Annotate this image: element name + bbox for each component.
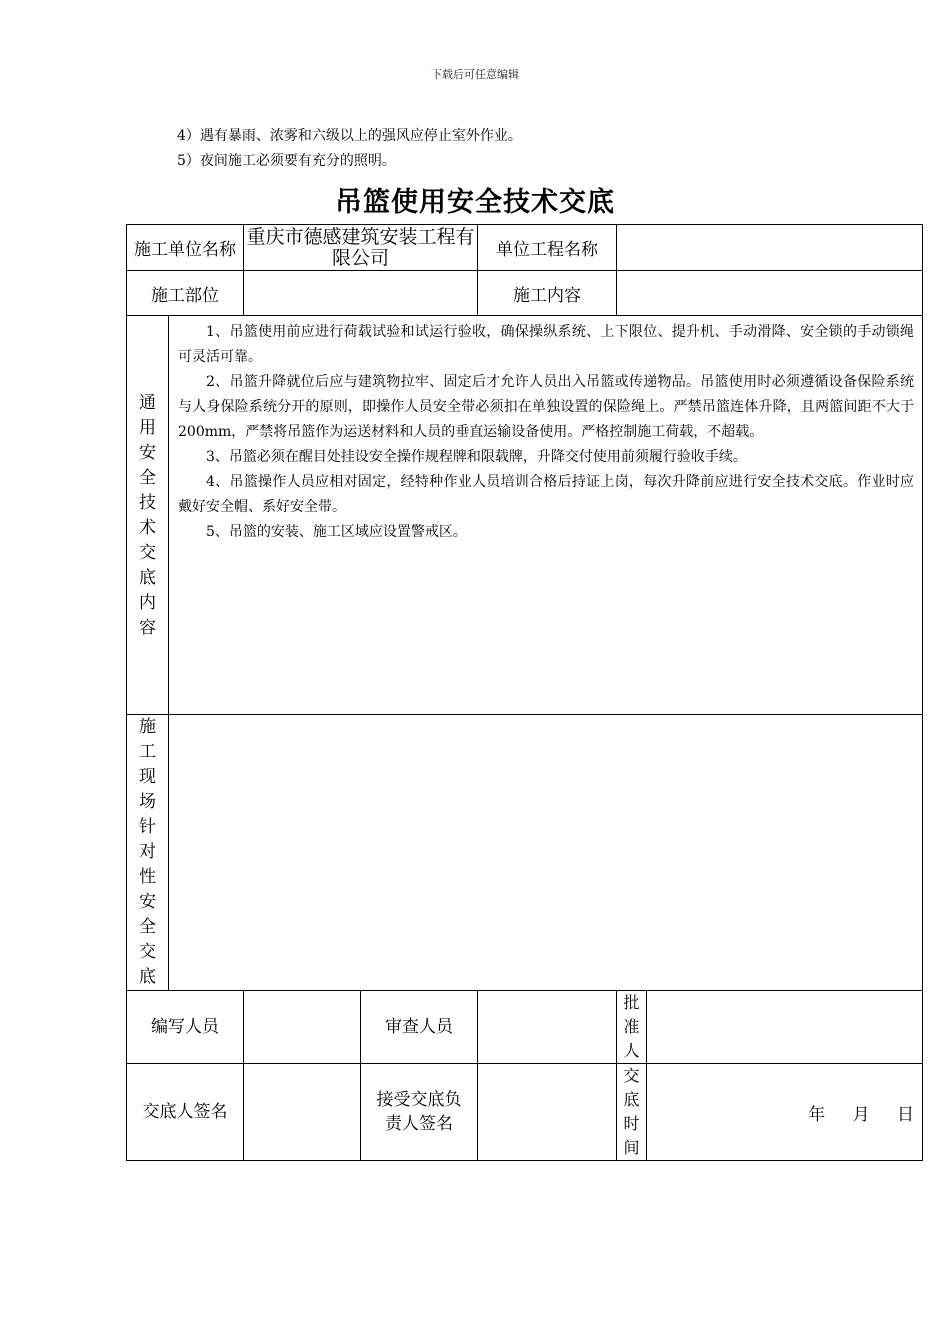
- label-approver: 批准人: [617, 991, 647, 1064]
- pre-line-5: 5）夜间施工必须要有充分的照明。: [177, 153, 396, 169]
- label-construction-unit: 施工单位名称: [127, 225, 244, 271]
- label-construction-content: 施工内容: [478, 271, 617, 316]
- page-title: 吊篮使用安全技术交底: [335, 187, 615, 218]
- date-day: 日: [897, 1104, 915, 1125]
- receiver-signature-value[interactable]: [478, 1064, 617, 1161]
- disclosure-date[interactable]: [647, 1064, 923, 1161]
- project-name-value[interactable]: [617, 225, 923, 271]
- construction-unit-value[interactable]: 重庆市德感建筑安装工程有限公司: [244, 225, 478, 271]
- date-year: 年: [808, 1104, 826, 1125]
- general-disclosure-side-label: 通 用 安 全 技 术 交 底 内 容: [127, 316, 169, 715]
- writer-value[interactable]: [244, 991, 361, 1064]
- header-note: 下载后可任意编辑: [431, 68, 519, 81]
- row-signatures-1: [127, 991, 923, 1064]
- disclosure-item-5: 5、吊篮的安装、施工区域应设置警戒区。: [206, 524, 467, 540]
- approver-value[interactable]: [647, 991, 923, 1064]
- general-disclosure-content: [169, 316, 923, 715]
- label-construction-part: 施工部位: [127, 271, 244, 316]
- disclosure-item-2: 2、吊篮升降就位后应与建筑物拉牢、固定后才允许人员出入吊篮或传递物品。吊篮使用时必须遵循设备保险系统与人身保险系统分开的原则，即操作人员安全带必须扣在单独设置的保险绳上。严禁吊篮连体升降，且两篮间距不大于200mm，严禁将吊篮作为运送材料和人员的垂直运输设备使用。严格控制施工荷载，不超载。: [178, 374, 915, 440]
- site-disclosure-side-label: 施 工 现 场 针 对 性 安 全 交 底: [127, 715, 169, 991]
- label-disclosure-time: 交底 时间: [617, 1064, 647, 1161]
- row-signatures-2: [127, 1064, 923, 1161]
- row-site-disclosure: [127, 715, 923, 991]
- label-writer: 编写人员: [127, 991, 244, 1064]
- disclosure-item-4: 4、吊篮操作人员应相对固定，经特种作业人员培训合格后持证上岗，每次升降前应进行安全技术交底。作业时应戴好安全帽、系好安全带。: [178, 474, 915, 515]
- label-project-name: 单位工程名称: [478, 225, 617, 271]
- reviewer-value[interactable]: [478, 991, 617, 1064]
- disclosure-item-1: 1、吊篮使用前应进行荷载试验和试运行验收，确保操纵系统、上下限位、提升机、手动滑降、安全锁的手动锁绳可灵活可靠。: [178, 324, 915, 365]
- row-unit: [127, 225, 923, 271]
- row-general-disclosure: [127, 316, 923, 715]
- discloser-signature-value[interactable]: [244, 1064, 361, 1161]
- label-discloser-signature: 交底人签名: [127, 1064, 244, 1161]
- construction-part-value[interactable]: [244, 271, 478, 316]
- pre-line-4: 4）遇有暴雨、浓雾和六级以上的强风应停止室外作业。: [177, 128, 522, 144]
- date-month: 月: [852, 1104, 870, 1125]
- site-disclosure-content[interactable]: [169, 715, 923, 991]
- label-reviewer: 审查人员: [361, 991, 478, 1064]
- disclosure-table: [126, 224, 923, 1161]
- row-part: [127, 271, 923, 316]
- disclosure-item-3: 3、吊篮必须在醒目处挂设安全操作规程牌和限载牌，升降交付使用前须履行验收手续。: [206, 449, 747, 465]
- label-receiver-signature: 接受交底负 责人签名: [361, 1064, 478, 1161]
- construction-content-value[interactable]: [617, 271, 923, 316]
